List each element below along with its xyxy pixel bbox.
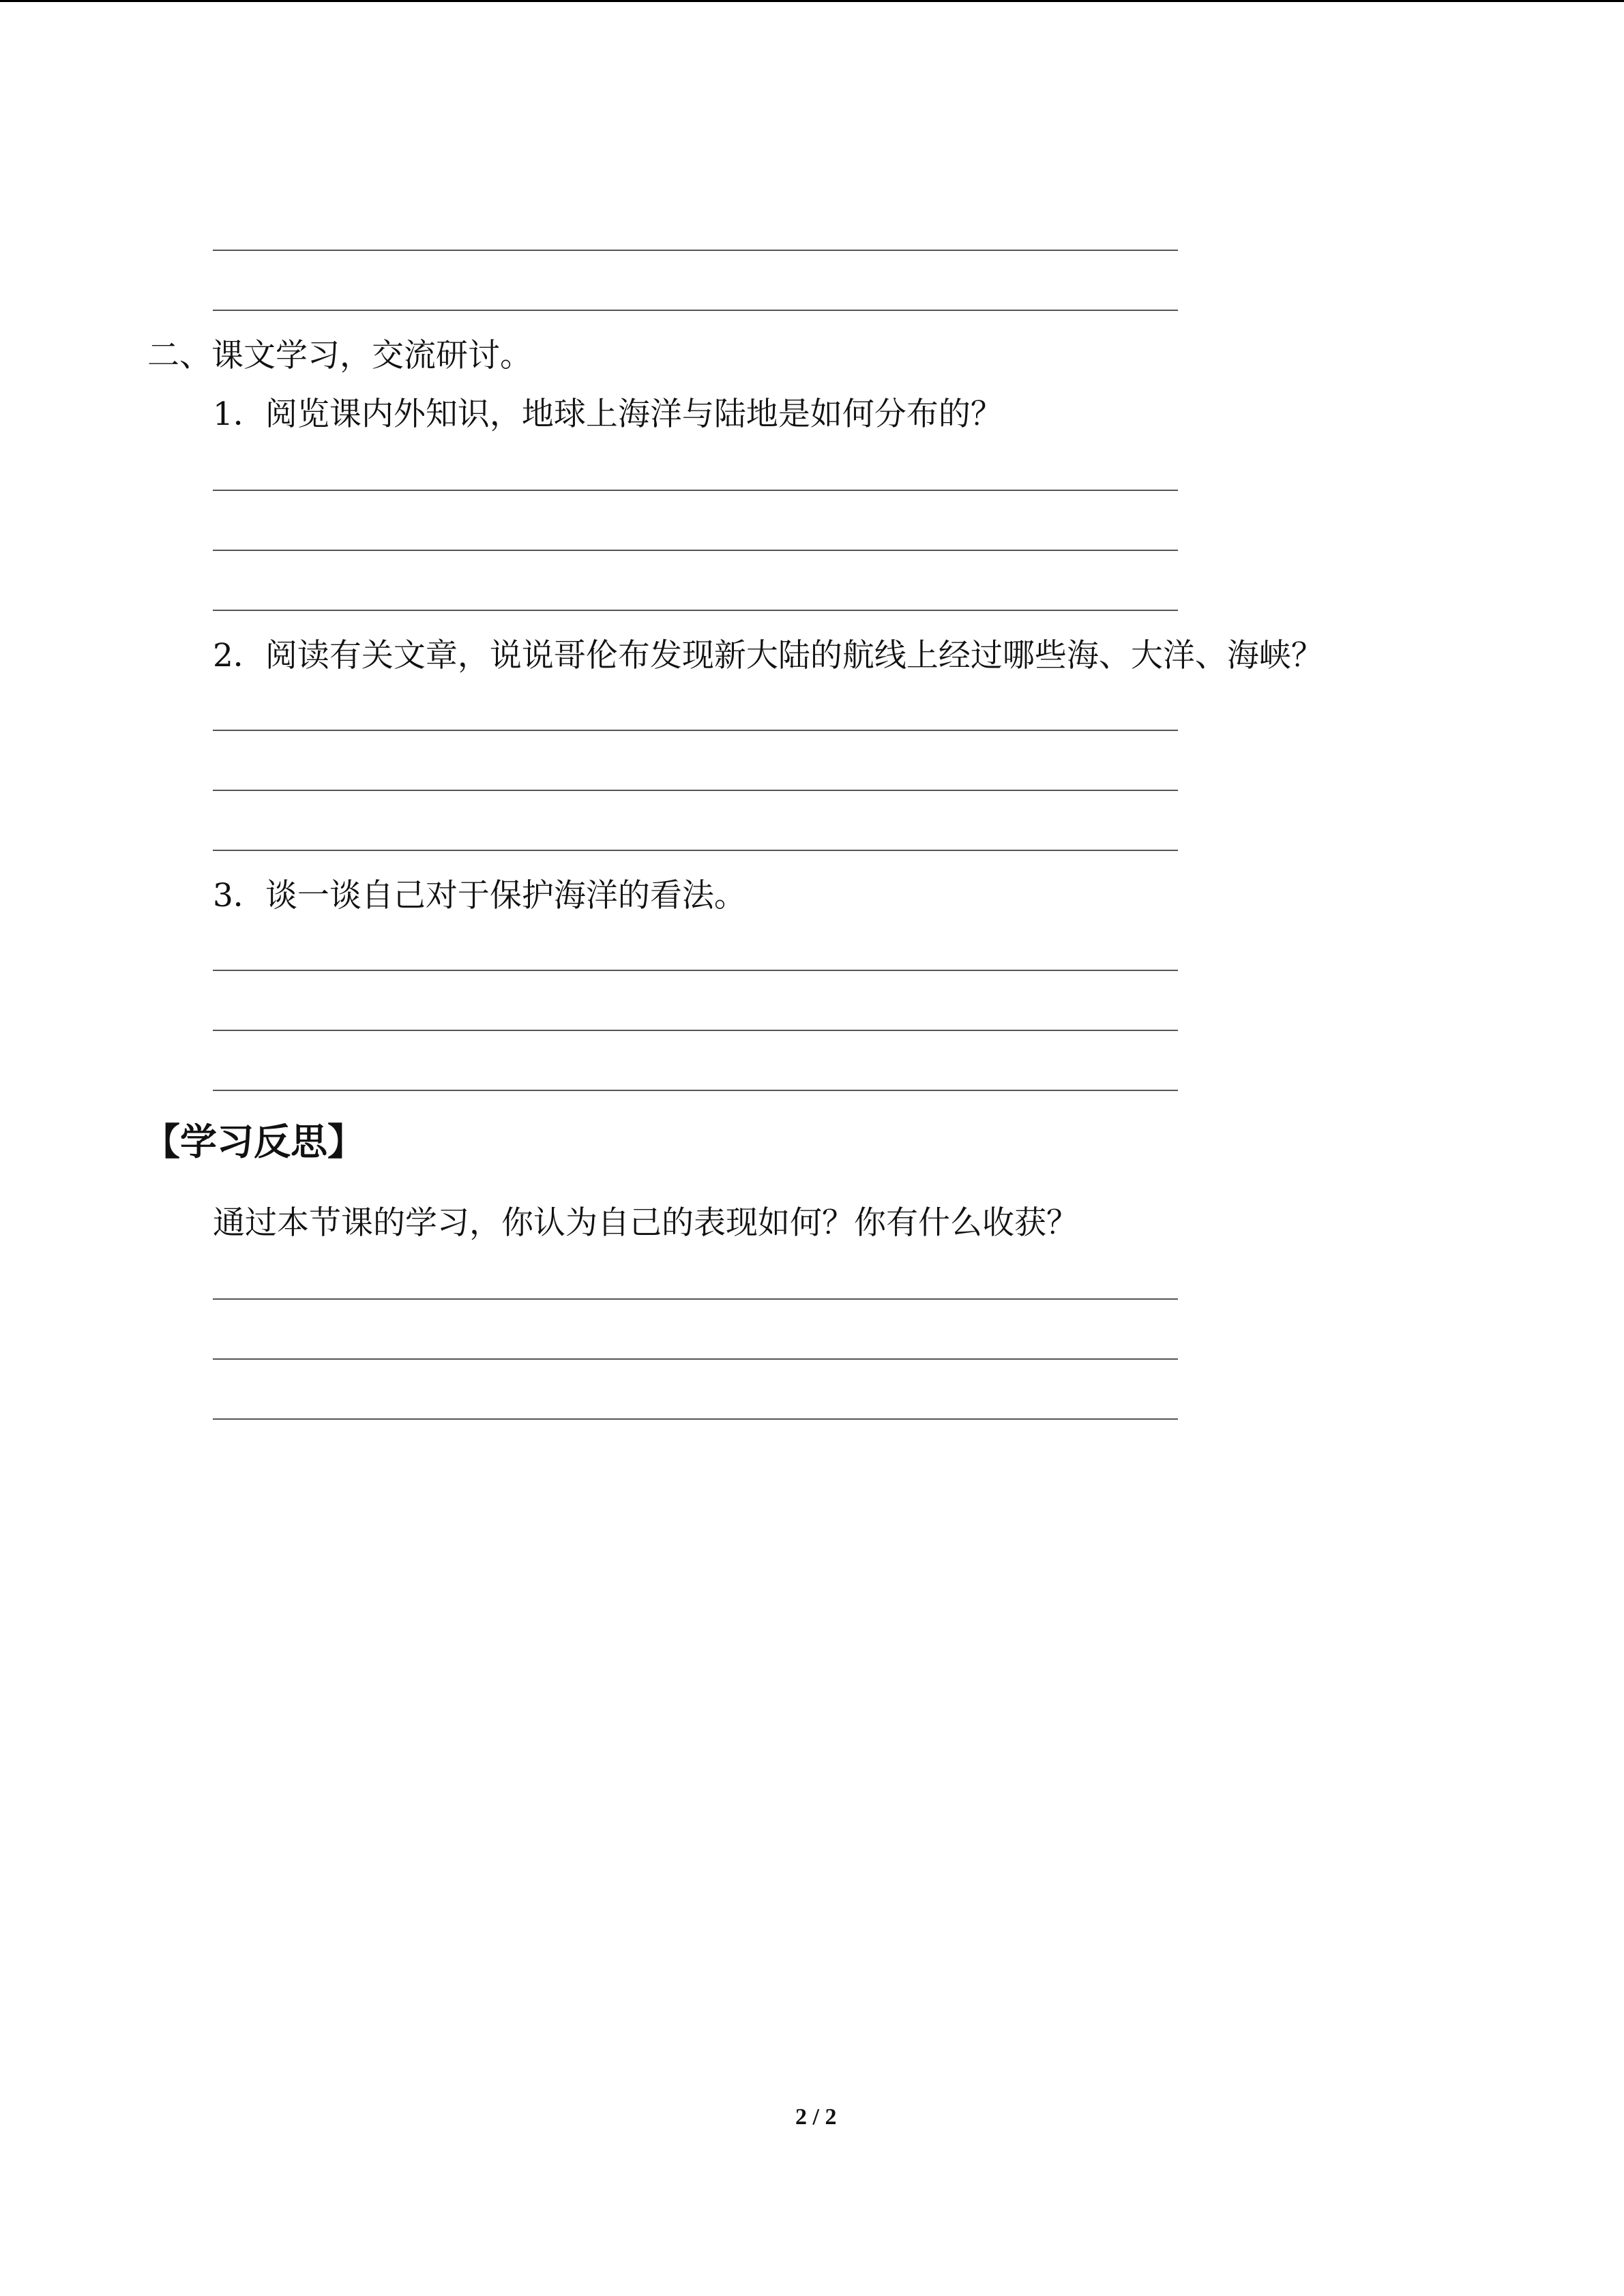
answer-line[interactable] xyxy=(213,550,1178,551)
answer-line[interactable] xyxy=(213,1298,1178,1300)
answer-line[interactable] xyxy=(213,1090,1178,1091)
section-two-heading: 二、课文学习，交流研讨。 xyxy=(147,337,532,374)
answer-line[interactable] xyxy=(213,970,1178,971)
reflection-prompt: 通过本节课的学习，你认为自己的表现如何？你有什么收获？ xyxy=(213,1204,1078,1242)
answer-line[interactable] xyxy=(213,1358,1178,1360)
answer-line[interactable] xyxy=(213,730,1178,731)
answer-line[interactable] xyxy=(213,850,1178,851)
question-2-label: 2．阅读有关文章，说说哥伦布发现新大陆的航线上经过哪些海、大洋、海峡？ xyxy=(213,637,1323,674)
page-number: 2 / 2 xyxy=(795,2104,837,2130)
reflection-heading: 【学习反思】 xyxy=(143,1120,364,1163)
answer-line[interactable] xyxy=(213,1030,1178,1031)
answer-line[interactable] xyxy=(213,250,1178,251)
answer-line[interactable] xyxy=(213,790,1178,791)
answer-line[interactable] xyxy=(213,610,1178,611)
page-top-border xyxy=(0,0,1624,2)
answer-line[interactable] xyxy=(213,310,1178,311)
answer-line[interactable] xyxy=(213,1418,1178,1420)
question-1-label: 1．阅览课内外知识，地球上海洋与陆地是如何分布的？ xyxy=(213,396,1003,433)
question-3-label: 3．谈一谈自己对于保护海洋的看法。 xyxy=(213,877,746,914)
answer-line[interactable] xyxy=(213,490,1178,491)
